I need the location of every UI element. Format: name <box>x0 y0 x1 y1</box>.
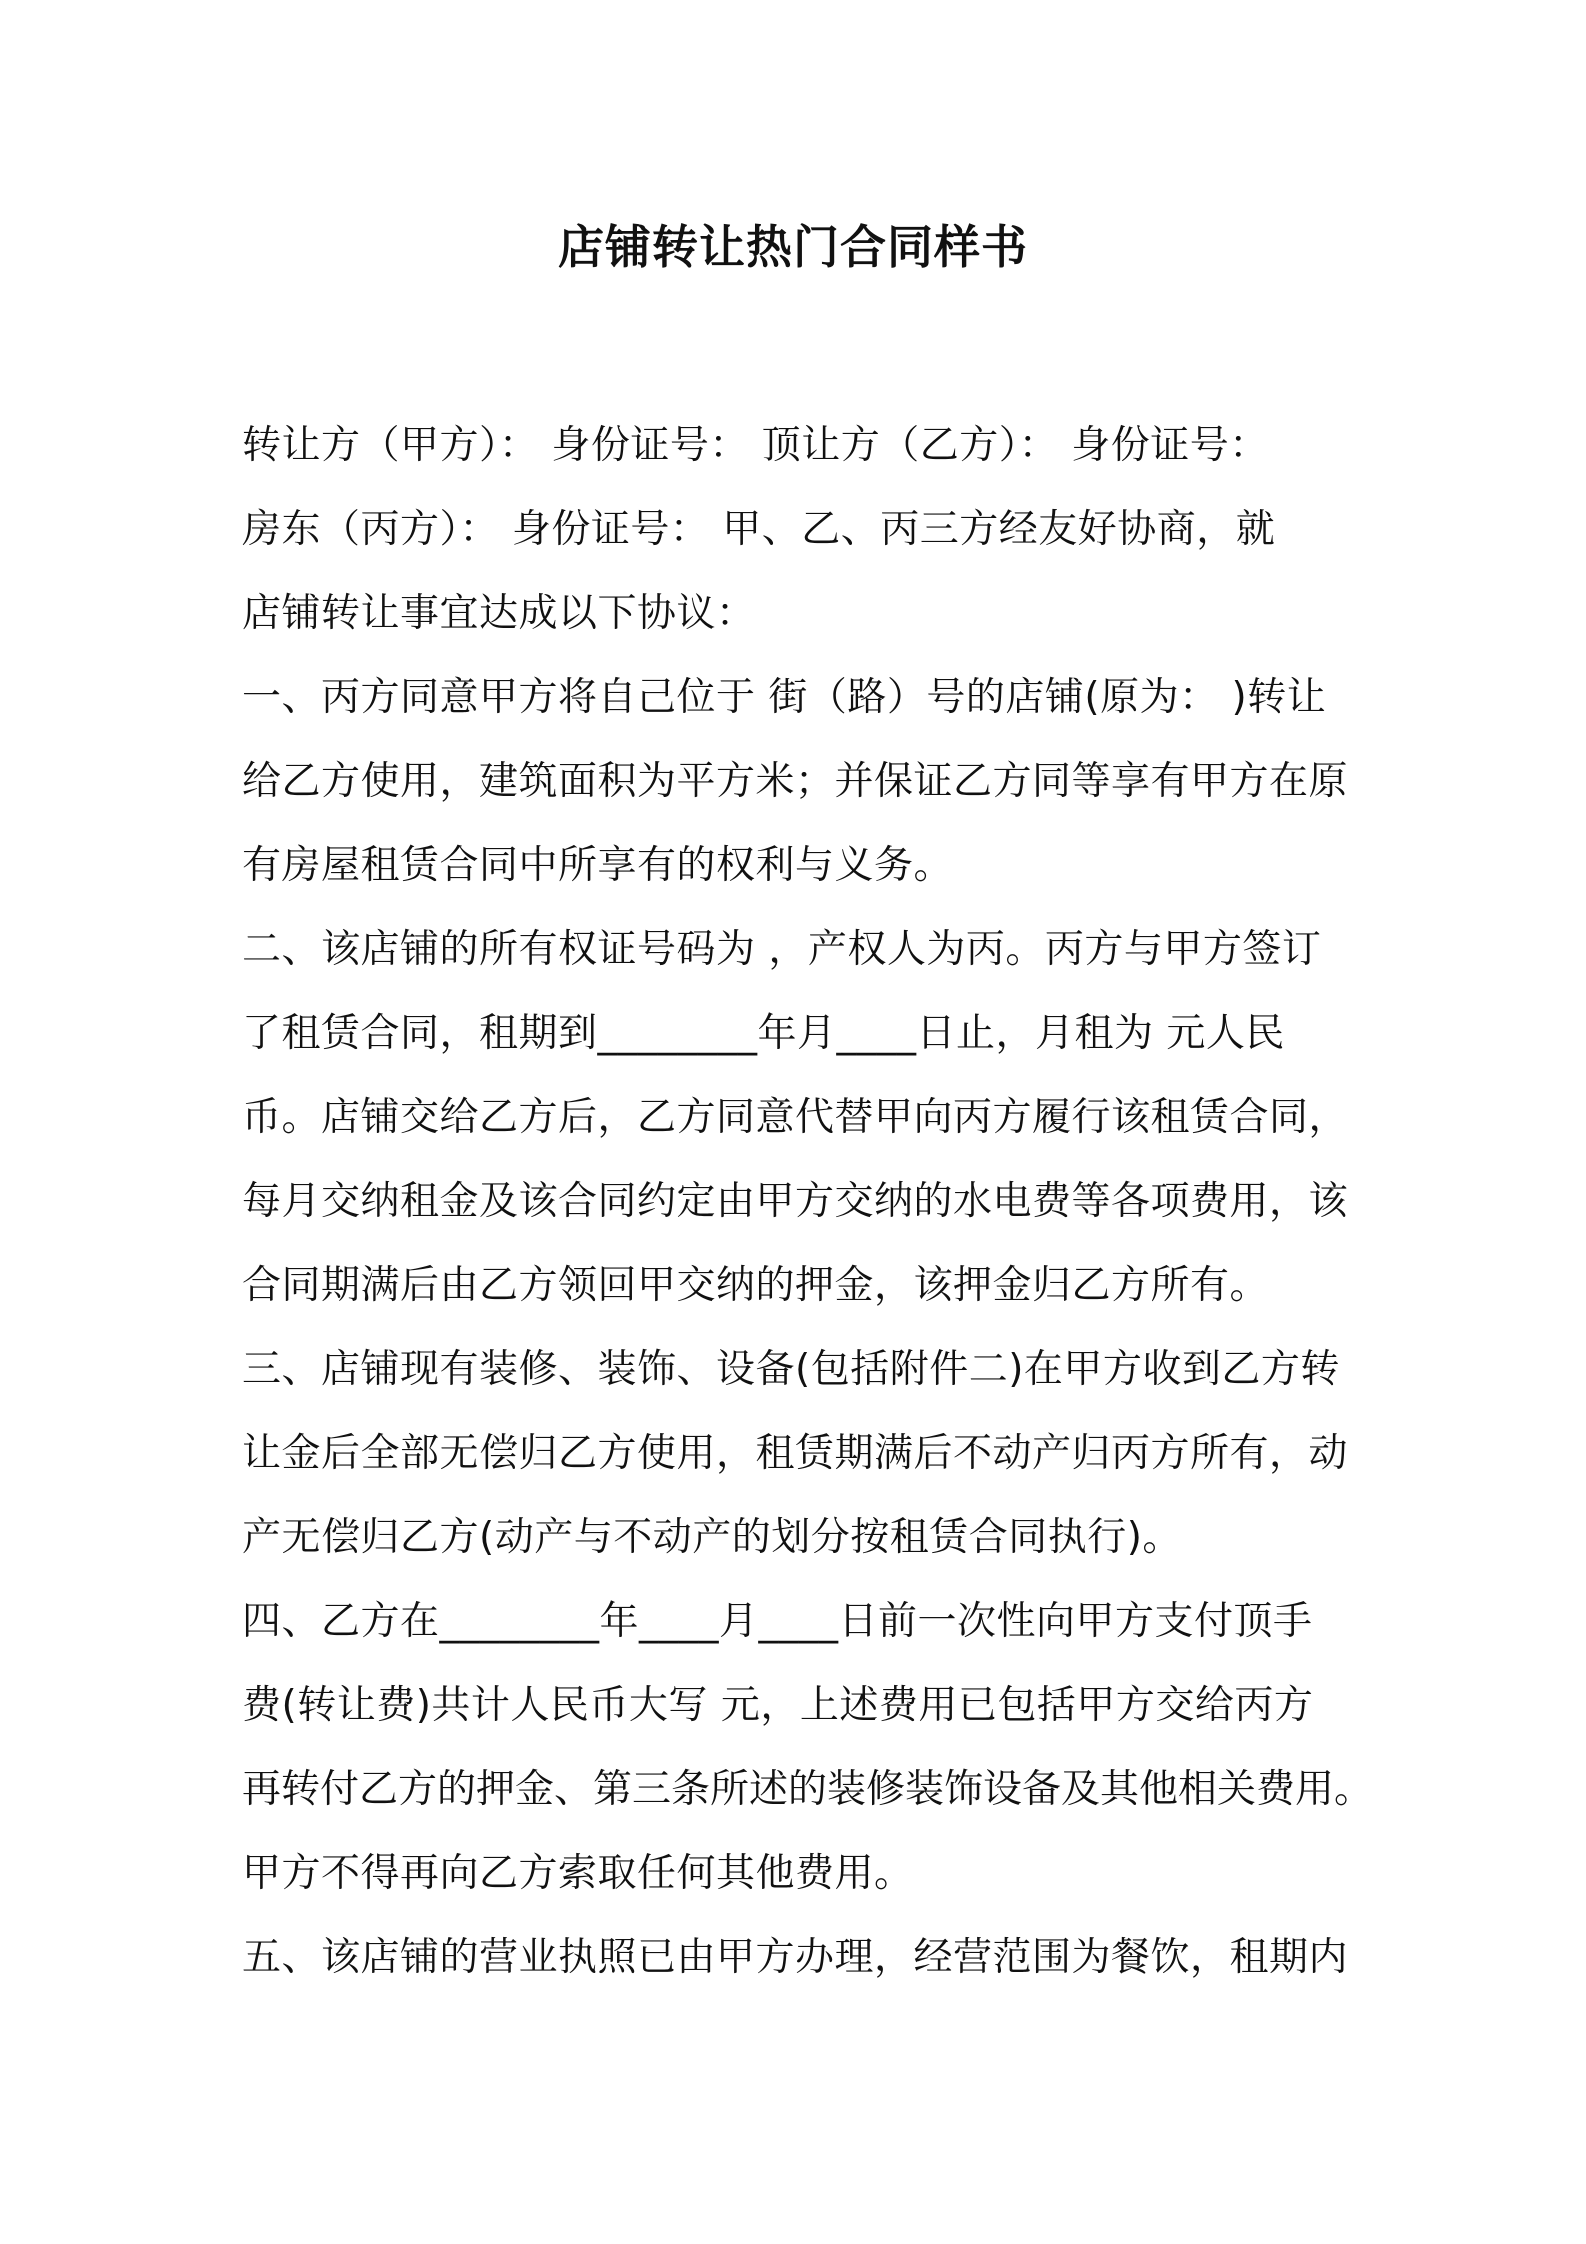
clause-1-line-2: 给乙方使用，建筑面积为平方米；并保证乙方同等享有甲方在原 <box>242 759 1349 804</box>
clause-3-line-3: 产无偿归乙方(动产与不动产的划分按租赁合同执行)。 <box>242 1515 1182 1560</box>
clause-3-line-1: 三、店铺现有装修、装饰、设备(包括附件二)在甲方收到乙方转 <box>242 1347 1340 1392</box>
clause-1-line-3: 有房屋租赁合同中所享有的权利与义务。 <box>242 843 954 888</box>
clause-3-line-2: 让金后全部无偿归乙方使用，租赁期满后不动产归丙方所有，动 <box>242 1431 1349 1476</box>
clause-1-line-1: 一、丙方同意甲方将自己位于 街（路）号的店铺(原为： )转让 <box>242 675 1327 720</box>
parties-line-2: 房东（丙方）： 身份证号： 甲、乙、丙三方经友好协商，就 <box>242 507 1276 552</box>
document-body <box>242 404 1374 2000</box>
clause-2-line-5: 合同期满后由乙方领回甲交纳的押金，该押金归乙方所有。 <box>242 1263 1270 1308</box>
document-title: 店铺转让热门合同样书 <box>558 220 1028 274</box>
clause-4-line-4: 甲方不得再向乙方索取任何其他费用。 <box>242 1851 914 1896</box>
clause-4-line-3: 再转付乙方的押金、第三条所述的装修装饰设备及其他相关费用。 <box>242 1767 1374 1812</box>
clause-5-line-1: 五、该店铺的营业执照已由甲方办理，经营范围为餐饮，租期内 <box>242 1935 1349 1980</box>
clause-4-line-2: 费(转让费)共计人民币大写 元，上述费用已包括甲方交给丙方 <box>242 1683 1314 1728</box>
parties-line-1: 转让方（甲方）： 身份证号： 顶让方（乙方）： 身份证号： <box>242 423 1269 468</box>
clause-2-line-3: 币。店铺交给乙方后，乙方同意代替甲向丙方履行该租赁合同， <box>242 1095 1349 1140</box>
clause-2-line-1: 二、该店铺的所有权证号码为 ，产权人为丙。丙方与甲方签订 <box>242 927 1322 972</box>
clause-2-line-4: 每月交纳租金及该合同约定由甲方交纳的水电费等各项费用，该 <box>242 1179 1349 1224</box>
clause-4-line-1: 四、乙方在________年____月____日前一次性向甲方支付顶手 <box>242 1599 1313 1644</box>
intro-line: 店铺转让事宜达成以下协议： <box>242 591 756 636</box>
clause-2-line-2: 了租赁合同，租期到________年月____日止，月租为 元人民 <box>242 1011 1285 1056</box>
